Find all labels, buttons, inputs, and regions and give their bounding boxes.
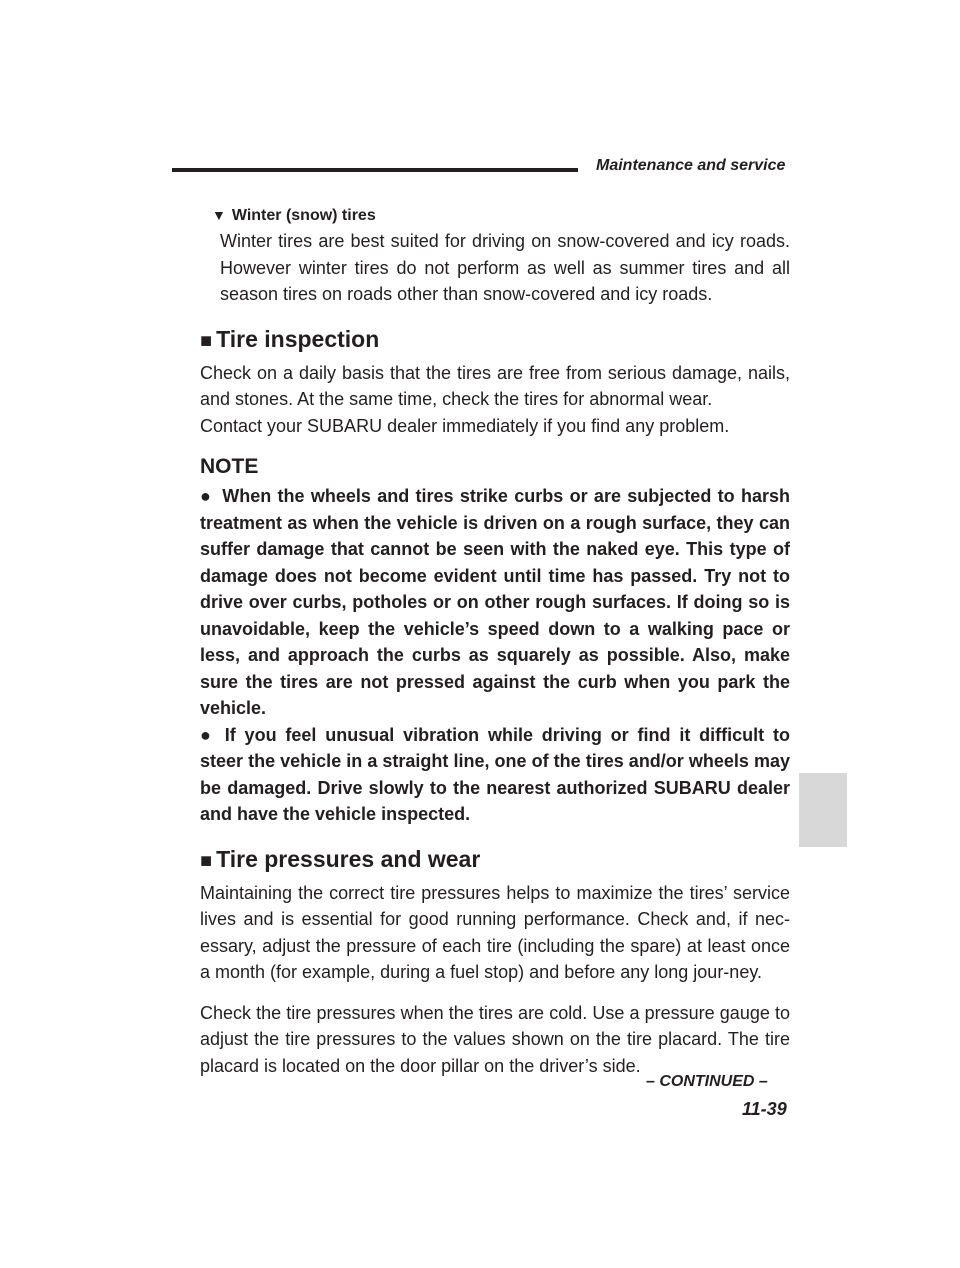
tire-inspection-heading	[200, 324, 790, 356]
note-item-1-text: When the wheels and tires strike curbs or are subjected to harsh treatment as when the vehicle is driven on a rough surface, they can suffer damage that cannot be seen with the naked eye. This type of damage does not become evident until time has passed. Try not to drive over curbs, potholes or on other rough surfaces. If doing so is unavoidable, keep the vehicle’s speed down to a walking pace or less, and approach the curbs as squarely as possible. Also, make sure the tires are not pressed against the curb when you park the vehicle.	[200, 486, 790, 718]
note-item-2-text: If you feel unusual vibration while driving or find it difficult to steer the vehicle in a straight line, one of the tires and/or wheels may be damaged. Drive slowly to the nearest authorized SUBARU dealer and have the vehicle inspected.	[200, 724, 790, 824]
running-header: Maintenance and service	[596, 157, 786, 174]
winter-tires-heading-text: Winter (snow) tires	[231, 207, 376, 224]
square-marker-icon: ■	[200, 329, 213, 352]
note-item-1	[200, 483, 790, 722]
page-content	[200, 203, 790, 1079]
note-item-2	[200, 722, 790, 828]
triangle-marker-icon: ▼	[212, 207, 226, 223]
winter-tires-heading	[212, 203, 790, 228]
tire-pressures-heading-text: Tire pressures and wear	[216, 845, 481, 872]
tire-pressures-body-2: Check the tire pressures when the tires are cold. Use a pressure gauge to adjust the tire pressures to the values shown on the tire placard. The tire placard is located on the door pillar on the driver’s side.	[200, 1002, 790, 1076]
header-rule	[172, 168, 578, 172]
tire-pressures-heading	[200, 844, 790, 876]
tire-inspection-heading-text: Tire inspection	[216, 325, 380, 352]
winter-tires-body: Winter tires are best suited for driving on snow-covered and icy roads. However winter tires do not perform as well as summer tires and all season tires on roads other than snow-covered and icy roads.	[220, 231, 790, 304]
tire-inspection-body-2: Contact your SUBARU dealer immediately if you find any problem.	[200, 415, 730, 436]
tire-pressures-body: Maintaining the correct tire pressures helps to maximize the tires’ service lives and is essential for good running performance. Check and, if nec-essary, adjust the pressure of each tire (including the spare) at least once a month (for example, during a fuel stop) and before any long jour-ney.	[200, 882, 790, 982]
tire-inspection-body: Check on a daily basis that the tires are free from serious damage, nails, and stones. At the same time, check the tires for abnormal wear.	[200, 362, 790, 409]
note-heading: NOTE	[200, 455, 259, 478]
bullet-icon: ●	[200, 486, 213, 506]
bullet-icon: ●	[200, 724, 215, 745]
square-marker-icon: ■	[200, 849, 213, 872]
continued-label: – CONTINUED –	[646, 1073, 768, 1090]
paragraph-gap	[200, 986, 790, 1000]
chapter-thumb-tab	[799, 773, 847, 847]
page-number: 11-39	[742, 1099, 787, 1119]
